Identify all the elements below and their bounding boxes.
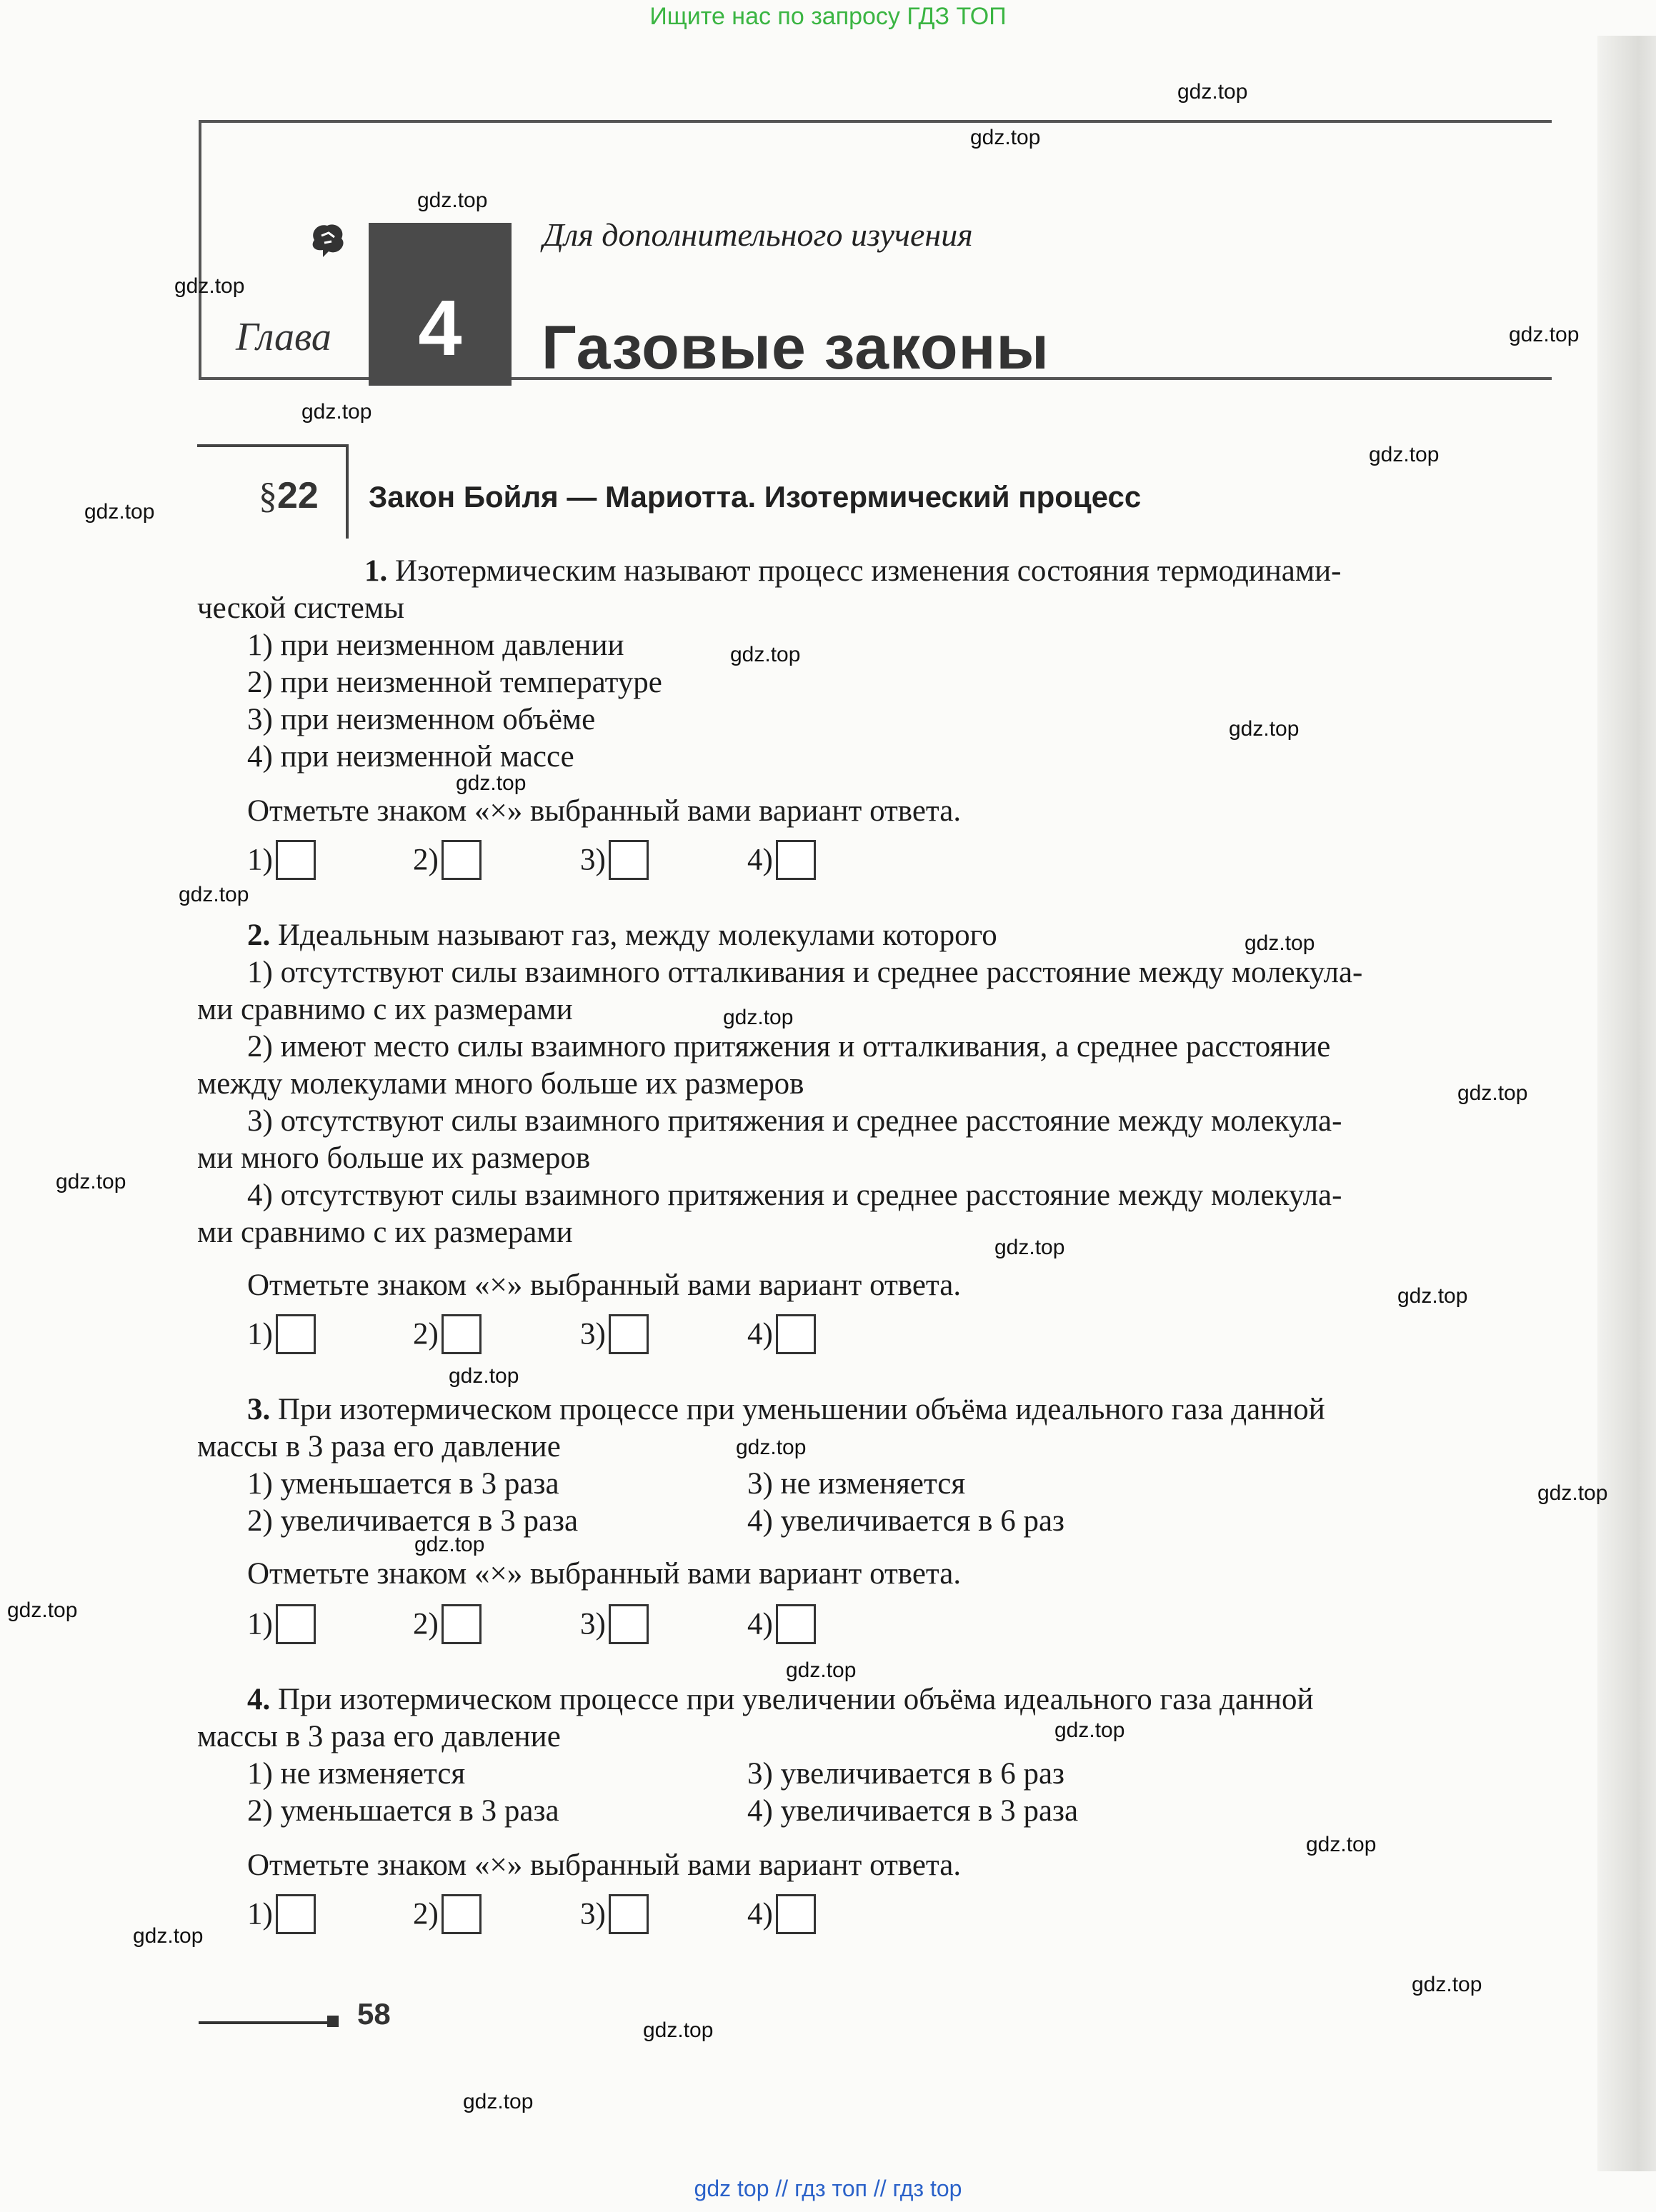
page-number-rule [199, 2021, 327, 2024]
checkbox[interactable] [442, 1894, 482, 1934]
checkbox[interactable] [776, 840, 816, 880]
chapter-title: Газовые законы [542, 314, 1049, 382]
q4-answer-4[interactable]: 4) [747, 1894, 816, 1934]
page-number: 58 [357, 1997, 391, 2031]
chapter-word: Глава [236, 315, 331, 359]
watermark: gdz.top [1245, 931, 1315, 955]
checkbox[interactable] [776, 1894, 816, 1934]
chapter-number: 4 [418, 284, 462, 372]
paragraph-sign: § [259, 476, 277, 516]
q4-option-4: 4) увеличивается в 3 раза [747, 1794, 1079, 1828]
q2-option-4a: 4) отсутствуют силы взаимного притяжения и среднее расстояние между молекула- [247, 1178, 1342, 1212]
brain-icon [307, 219, 349, 260]
q2-option-3a: 3) отсутствуют силы взаимного притяжения и среднее расстояние между молекула- [247, 1104, 1342, 1138]
q1-option-3: 3) при неизменном объёме [247, 703, 596, 736]
question-1-line1: 1. Изотермическим называют процесс изменения состояния термодинами- [364, 554, 1342, 588]
checkbox[interactable] [276, 1604, 316, 1644]
question-1-line2: ческой системы [197, 591, 404, 625]
question-4-line2: массы в 3 раза его давление [197, 1720, 561, 1753]
q2-answer-3[interactable]: 3) [580, 1314, 649, 1354]
q2-answer-4[interactable]: 4) [747, 1314, 816, 1354]
q2-option-1b: ми сравнимо с их размерами [197, 993, 573, 1026]
watermark: gdz.top [1369, 443, 1440, 466]
checkbox[interactable] [776, 1314, 816, 1354]
watermark: gdz.top [786, 1658, 857, 1682]
watermark: gdz.top [301, 400, 372, 424]
watermark: gdz.top [1054, 1718, 1125, 1742]
watermark: gdz.top [1412, 1973, 1482, 1996]
watermark: gdz.top [1509, 323, 1580, 346]
q1-option-4: 4) при неизменной массе [247, 740, 574, 774]
watermark: gdz.top [417, 189, 488, 212]
q1-answer-1[interactable]: 1) [247, 840, 316, 880]
q1-instruction: Отметьте знаком «×» выбранный вами вариант ответа. [247, 794, 962, 828]
q1-answer-2[interactable]: 2) [413, 840, 482, 880]
watermark: gdz.top [730, 643, 801, 666]
q4-option-1: 1) не изменяется [247, 1757, 466, 1791]
q4-instruction: Отметьте знаком «×» выбранный вами вариант ответа. [247, 1848, 962, 1882]
q4-option-2: 2) уменьшается в 3 раза [247, 1794, 559, 1828]
watermark: gdz.top [133, 1924, 204, 1948]
question-4-line1: 4. При изотермическом процессе при увеличении объёма идеального газа данной [247, 1683, 1314, 1716]
q1-option-2: 2) при неизменной температуре [247, 666, 662, 699]
watermark: gdz.top [970, 126, 1041, 149]
q3-answer-2[interactable]: 2) [413, 1604, 482, 1644]
q2-option-3b: ми много больше их размеров [197, 1141, 591, 1175]
footer-links[interactable]: gdz top // гдз топ // гдз top [694, 2176, 962, 2201]
watermark: gdz.top [994, 1236, 1065, 1259]
watermark: gdz.top [179, 883, 249, 906]
watermark: gdz.top [56, 1170, 126, 1193]
q2-instruction: Отметьте знаком «×» выбранный вами вариант ответа. [247, 1268, 962, 1302]
q3-answer-1[interactable]: 1) [247, 1604, 316, 1644]
q4-answer-1[interactable]: 1) [247, 1894, 316, 1934]
watermark: gdz.top [1229, 717, 1300, 741]
watermark: gdz.top [174, 274, 245, 298]
watermark: gdz.top [1537, 1481, 1608, 1505]
question-2-line1: 2. Идеальным называют газ, между молекулами которого [247, 919, 997, 952]
checkbox[interactable] [442, 840, 482, 880]
checkbox[interactable] [276, 1894, 316, 1934]
checkbox[interactable] [276, 1314, 316, 1354]
question-3-line1: 3. При изотермическом процессе при уменьшении объёма идеального газа данной [247, 1393, 1325, 1426]
watermark: gdz.top [463, 2090, 534, 2113]
q3-option-4: 4) увеличивается в 6 раз [747, 1504, 1065, 1538]
watermark: gdz.top [643, 2018, 714, 2042]
q3-instruction: Отметьте знаком «×» выбранный вами вариант ответа. [247, 1557, 962, 1591]
watermark: gdz.top [1457, 1081, 1528, 1105]
q4-answer-3[interactable]: 3) [580, 1894, 649, 1934]
q2-option-4b: ми сравнимо с их размерами [197, 1216, 573, 1249]
q3-option-3: 3) не изменяется [747, 1467, 966, 1501]
checkbox[interactable] [776, 1604, 816, 1644]
watermark: gdz.top [1397, 1284, 1468, 1308]
q2-option-2b: между молекулами много больше их размеров [197, 1067, 804, 1101]
q3-answer-4[interactable]: 4) [747, 1604, 816, 1644]
q1-answer-4[interactable]: 4) [747, 840, 816, 880]
q4-option-3: 3) увеличивается в 6 раз [747, 1757, 1065, 1791]
watermark: gdz.top [1306, 1833, 1377, 1856]
q2-answer-1[interactable]: 1) [247, 1314, 316, 1354]
checkbox[interactable] [609, 1314, 649, 1354]
watermark: gdz.top [449, 1364, 519, 1388]
q4-answer-2[interactable]: 2) [413, 1894, 482, 1934]
watermark: gdz.top [84, 500, 155, 524]
checkbox[interactable] [609, 1604, 649, 1644]
paragraph-title: Закон Бойля — Мариотта. Изотермический процесс [369, 480, 1142, 514]
watermark: gdz.top [414, 1533, 485, 1556]
q3-option-1: 1) уменьшается в 3 раза [247, 1467, 559, 1501]
watermark: gdz.top [723, 1006, 794, 1029]
q1-option-1: 1) при неизменном давлении [247, 629, 624, 662]
checkbox[interactable] [609, 1894, 649, 1934]
q3-option-2: 2) увеличивается в 3 раза [247, 1504, 579, 1538]
q3-answer-3[interactable]: 3) [580, 1604, 649, 1644]
watermark: gdz.top [456, 771, 527, 795]
question-3-line2: массы в 3 раза его давление [197, 1430, 561, 1463]
paragraph-number: 22 [277, 475, 319, 516]
checkbox[interactable] [442, 1604, 482, 1644]
q2-option-2a: 2) имеют место силы взаимного притяжения и отталкивания, а среднее расстояние [247, 1030, 1331, 1064]
paragraph-label [259, 474, 319, 517]
extra-study-label: Для дополнительного изучения [543, 216, 973, 253]
q1-answer-3[interactable]: 3) [580, 840, 649, 880]
q2-answer-2[interactable]: 2) [413, 1314, 482, 1354]
watermark: gdz.top [7, 1598, 78, 1622]
q2-option-1a: 1) отсутствуют силы взаимного отталкивания и среднее расстояние между молекула- [247, 956, 1363, 989]
page-edge-shadow [1597, 36, 1656, 2171]
watermark: gdz.top [736, 1436, 807, 1459]
top-banner: Ищите нас по запросу ГДЗ ТОП [649, 3, 1007, 30]
checkbox[interactable] [442, 1314, 482, 1354]
checkbox[interactable] [609, 840, 649, 880]
watermark: gdz.top [1177, 80, 1248, 104]
checkbox[interactable] [276, 840, 316, 880]
page-number-marker [327, 2016, 339, 2027]
